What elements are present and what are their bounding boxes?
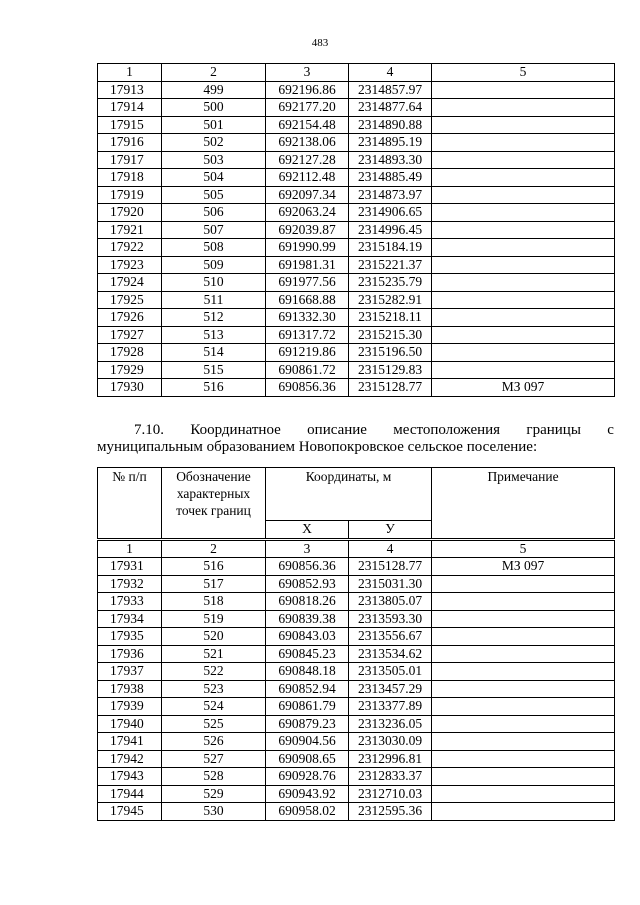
point-designation: 503 xyxy=(162,151,266,169)
table-row xyxy=(98,291,615,309)
row-number: 17922 xyxy=(98,239,162,257)
table-row xyxy=(98,81,615,99)
section-heading xyxy=(97,422,614,456)
row-note xyxy=(432,768,615,786)
coordinate-y: 2313534.62 xyxy=(349,645,432,663)
row-number: 17928 xyxy=(98,344,162,362)
row-note xyxy=(432,733,615,751)
coordinate-x: 692177.20 xyxy=(266,99,349,117)
point-designation: 526 xyxy=(162,733,266,751)
coordinate-y: 2315196.50 xyxy=(349,344,432,362)
coordinate-x: 691977.56 xyxy=(266,274,349,292)
table-row xyxy=(98,134,615,152)
row-number: 17935 xyxy=(98,628,162,646)
coordinate-y: 2314885.49 xyxy=(349,169,432,187)
column-number: 4 xyxy=(349,64,432,82)
row-note xyxy=(432,326,615,344)
column-number: 2 xyxy=(162,539,266,558)
section-word: Координатное xyxy=(190,422,281,438)
row-number: 17918 xyxy=(98,169,162,187)
row-note xyxy=(432,116,615,134)
coordinate-x: 692196.86 xyxy=(266,81,349,99)
point-designation: 521 xyxy=(162,645,266,663)
row-note xyxy=(432,274,615,292)
row-note xyxy=(432,361,615,379)
point-designation: 510 xyxy=(162,274,266,292)
point-designation: 528 xyxy=(162,768,266,786)
coordinate-x: 690852.94 xyxy=(266,680,349,698)
point-designation: 504 xyxy=(162,169,266,187)
coordinate-y: 2315282.91 xyxy=(349,291,432,309)
page-number: 483 xyxy=(311,37,329,49)
row-note: МЗ 097 xyxy=(432,558,615,576)
header-note: Примечание xyxy=(432,468,615,540)
table-row xyxy=(98,768,615,786)
table-row xyxy=(98,785,615,803)
coordinate-y: 2313505.01 xyxy=(349,663,432,681)
coordinate-y: 2314895.19 xyxy=(349,134,432,152)
table-row xyxy=(98,610,615,628)
row-note xyxy=(432,610,615,628)
table-row xyxy=(98,575,615,593)
table-row xyxy=(98,309,615,327)
coordinate-x: 690843.03 xyxy=(266,628,349,646)
point-designation: 505 xyxy=(162,186,266,204)
coordinate-y: 2312833.37 xyxy=(349,768,432,786)
section-word: с xyxy=(607,422,614,438)
coordinate-y: 2314893.30 xyxy=(349,151,432,169)
coordinate-y: 2313236.05 xyxy=(349,715,432,733)
point-designation: 523 xyxy=(162,680,266,698)
coordinate-y: 2315128.77 xyxy=(349,558,432,576)
coordinates-table-continued-body xyxy=(98,64,615,397)
coordinates-table-continued xyxy=(97,63,615,397)
row-number: 17936 xyxy=(98,645,162,663)
coordinate-x: 690852.93 xyxy=(266,575,349,593)
coordinate-y: 2313805.07 xyxy=(349,593,432,611)
coordinate-x: 690856.36 xyxy=(266,379,349,397)
coordinate-x: 691317.72 xyxy=(266,326,349,344)
coordinates-table xyxy=(97,467,615,821)
row-number: 17919 xyxy=(98,186,162,204)
row-note xyxy=(432,291,615,309)
coordinate-x: 690943.92 xyxy=(266,785,349,803)
row-note xyxy=(432,593,615,611)
row-number: 17944 xyxy=(98,785,162,803)
header-x: X xyxy=(266,521,349,540)
coordinate-y: 2315218.11 xyxy=(349,309,432,327)
coordinate-x: 690861.72 xyxy=(266,361,349,379)
column-number: 1 xyxy=(98,64,162,82)
table-row xyxy=(98,326,615,344)
row-number: 17937 xyxy=(98,663,162,681)
coordinate-y: 2313556.67 xyxy=(349,628,432,646)
coordinate-x: 690861.79 xyxy=(266,698,349,716)
row-note xyxy=(432,169,615,187)
header-y: У xyxy=(349,521,432,540)
table-row xyxy=(98,116,615,134)
coordinate-y: 2315215.30 xyxy=(349,326,432,344)
point-designation: 516 xyxy=(162,558,266,576)
row-number: 17921 xyxy=(98,221,162,239)
row-number: 17941 xyxy=(98,733,162,751)
row-number: 17930 xyxy=(98,379,162,397)
point-designation: 529 xyxy=(162,785,266,803)
table-row xyxy=(98,186,615,204)
coordinate-y: 2312710.03 xyxy=(349,785,432,803)
coordinate-y: 2315184.19 xyxy=(349,239,432,257)
point-designation: 501 xyxy=(162,116,266,134)
coordinate-x: 692063.24 xyxy=(266,204,349,222)
point-designation: 512 xyxy=(162,309,266,327)
coordinate-x: 690908.65 xyxy=(266,750,349,768)
coordinate-x: 691219.86 xyxy=(266,344,349,362)
coordinate-x: 691668.88 xyxy=(266,291,349,309)
table-row xyxy=(98,344,615,362)
row-note xyxy=(432,803,615,821)
coordinate-y: 2315235.79 xyxy=(349,274,432,292)
point-designation: 502 xyxy=(162,134,266,152)
coordinate-y: 2314857.97 xyxy=(349,81,432,99)
point-designation: 507 xyxy=(162,221,266,239)
point-designation: 522 xyxy=(162,663,266,681)
row-note xyxy=(432,645,615,663)
row-number: 17923 xyxy=(98,256,162,274)
point-designation: 500 xyxy=(162,99,266,117)
row-note xyxy=(432,715,615,733)
coordinate-x: 692127.28 xyxy=(266,151,349,169)
point-designation: 511 xyxy=(162,291,266,309)
table-row xyxy=(98,379,615,397)
point-designation: 530 xyxy=(162,803,266,821)
coordinate-x: 692039.87 xyxy=(266,221,349,239)
row-note xyxy=(432,204,615,222)
coordinate-x: 692097.34 xyxy=(266,186,349,204)
coordinate-x: 691332.30 xyxy=(266,309,349,327)
coordinate-y: 2315129.83 xyxy=(349,361,432,379)
row-note xyxy=(432,698,615,716)
column-number: 2 xyxy=(162,64,266,82)
point-designation: 515 xyxy=(162,361,266,379)
coordinate-y: 2312996.81 xyxy=(349,750,432,768)
table-row xyxy=(98,99,615,117)
coordinate-y: 2313377.89 xyxy=(349,698,432,716)
coordinate-y: 2315031.30 xyxy=(349,575,432,593)
coordinate-x: 690839.38 xyxy=(266,610,349,628)
point-designation: 516 xyxy=(162,379,266,397)
table-row xyxy=(98,169,615,187)
row-number: 17924 xyxy=(98,274,162,292)
table-row xyxy=(98,698,615,716)
coordinate-x: 690928.76 xyxy=(266,768,349,786)
row-number: 17917 xyxy=(98,151,162,169)
table-row xyxy=(98,558,615,576)
coordinate-x: 690879.23 xyxy=(266,715,349,733)
header-row xyxy=(98,468,615,521)
row-number: 17925 xyxy=(98,291,162,309)
column-number-row xyxy=(98,64,615,82)
row-note xyxy=(432,99,615,117)
point-designation: 514 xyxy=(162,344,266,362)
row-note xyxy=(432,628,615,646)
row-note xyxy=(432,575,615,593)
row-number: 17915 xyxy=(98,116,162,134)
row-number: 17932 xyxy=(98,575,162,593)
coordinate-x: 690818.26 xyxy=(266,593,349,611)
row-note xyxy=(432,750,615,768)
point-designation: 518 xyxy=(162,593,266,611)
row-number: 17938 xyxy=(98,680,162,698)
row-number: 17913 xyxy=(98,81,162,99)
section-number: 7.10. xyxy=(134,422,164,438)
table-row xyxy=(98,151,615,169)
coordinates-table-body xyxy=(98,468,615,821)
point-designation: 508 xyxy=(162,239,266,257)
coordinate-x: 692138.06 xyxy=(266,134,349,152)
row-note xyxy=(432,344,615,362)
coordinate-x: 692112.48 xyxy=(266,169,349,187)
row-note xyxy=(432,239,615,257)
row-note xyxy=(432,221,615,239)
coordinate-y: 2315221.37 xyxy=(349,256,432,274)
coordinate-y: 2315128.77 xyxy=(349,379,432,397)
table-row xyxy=(98,733,615,751)
column-number: 5 xyxy=(432,64,615,82)
point-designation: 519 xyxy=(162,610,266,628)
table-row xyxy=(98,256,615,274)
coordinate-y: 2313030.09 xyxy=(349,733,432,751)
table-row xyxy=(98,361,615,379)
point-designation: 509 xyxy=(162,256,266,274)
coordinate-x: 690845.23 xyxy=(266,645,349,663)
coordinate-x: 690958.02 xyxy=(266,803,349,821)
section-heading-line-1 xyxy=(97,422,614,439)
row-number: 17931 xyxy=(98,558,162,576)
table-row xyxy=(98,715,615,733)
table-row xyxy=(98,680,615,698)
point-designation: 525 xyxy=(162,715,266,733)
section-word: местоположения xyxy=(393,422,501,438)
coordinate-y: 2314996.45 xyxy=(349,221,432,239)
row-number: 17940 xyxy=(98,715,162,733)
coordinate-x: 692154.48 xyxy=(266,116,349,134)
coordinate-y: 2314873.97 xyxy=(349,186,432,204)
table-row xyxy=(98,628,615,646)
table-row xyxy=(98,593,615,611)
coordinate-x: 691990.99 xyxy=(266,239,349,257)
coordinate-x: 690904.56 xyxy=(266,733,349,751)
row-number: 17934 xyxy=(98,610,162,628)
column-number: 3 xyxy=(266,64,349,82)
header-number: № п/п xyxy=(98,468,162,540)
row-note xyxy=(432,134,615,152)
column-number: 5 xyxy=(432,539,615,558)
table-row xyxy=(98,645,615,663)
row-note xyxy=(432,186,615,204)
row-number: 17920 xyxy=(98,204,162,222)
coordinate-y: 2314890.88 xyxy=(349,116,432,134)
row-note xyxy=(432,785,615,803)
column-number: 1 xyxy=(98,539,162,558)
row-number: 17929 xyxy=(98,361,162,379)
row-number: 17933 xyxy=(98,593,162,611)
point-designation: 513 xyxy=(162,326,266,344)
table-row xyxy=(98,663,615,681)
row-number: 17939 xyxy=(98,698,162,716)
header-coordinates: Координаты, м xyxy=(266,468,432,521)
row-note xyxy=(432,151,615,169)
coordinate-y: 2314877.64 xyxy=(349,99,432,117)
row-number: 17927 xyxy=(98,326,162,344)
point-designation: 506 xyxy=(162,204,266,222)
coordinate-x: 691981.31 xyxy=(266,256,349,274)
table-row xyxy=(98,750,615,768)
header-designation: Обозначение характерных точек границ xyxy=(162,468,266,540)
table-row xyxy=(98,803,615,821)
column-number: 3 xyxy=(266,539,349,558)
row-number: 17916 xyxy=(98,134,162,152)
section-word: описание xyxy=(307,422,367,438)
coordinate-y: 2312595.36 xyxy=(349,803,432,821)
coordinate-y: 2313593.30 xyxy=(349,610,432,628)
row-number: 17943 xyxy=(98,768,162,786)
point-designation: 499 xyxy=(162,81,266,99)
coordinate-x: 690848.18 xyxy=(266,663,349,681)
table-row xyxy=(98,274,615,292)
point-designation: 524 xyxy=(162,698,266,716)
row-note: МЗ 097 xyxy=(432,379,615,397)
row-note xyxy=(432,663,615,681)
section-heading-line-2: муниципальным образованием Новопокровское сельское поселение: xyxy=(97,439,538,455)
row-note xyxy=(432,680,615,698)
table-row xyxy=(98,221,615,239)
coordinate-y: 2313457.29 xyxy=(349,680,432,698)
row-note xyxy=(432,81,615,99)
row-number: 17914 xyxy=(98,99,162,117)
column-number-row xyxy=(98,539,615,558)
column-number: 4 xyxy=(349,539,432,558)
row-note xyxy=(432,256,615,274)
coordinate-x: 690856.36 xyxy=(266,558,349,576)
point-designation: 527 xyxy=(162,750,266,768)
table-row xyxy=(98,239,615,257)
coordinate-y: 2314906.65 xyxy=(349,204,432,222)
row-number: 17945 xyxy=(98,803,162,821)
table-row xyxy=(98,204,615,222)
row-number: 17942 xyxy=(98,750,162,768)
section-word: границы xyxy=(526,422,581,438)
point-designation: 520 xyxy=(162,628,266,646)
row-number: 17926 xyxy=(98,309,162,327)
point-designation: 517 xyxy=(162,575,266,593)
row-note xyxy=(432,309,615,327)
